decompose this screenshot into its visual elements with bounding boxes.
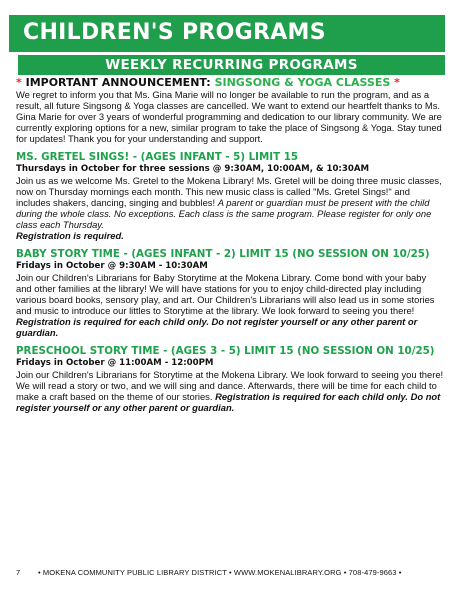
page-title: CHILDREN'S PROGRAMS bbox=[23, 20, 326, 45]
footer-contact-line: • MOKENA COMMUNITY PUBLIC LIBRARY DISTRICT • WWW.MOKENALIBRARY.ORG • 708-479-9663 • bbox=[38, 568, 402, 577]
program-description bbox=[16, 272, 444, 338]
program-preschool-story-time bbox=[16, 345, 444, 413]
announcement-star-left: * bbox=[16, 76, 22, 89]
program-note: A parent or guardian must be present with the child during the whole class. No exceptions. Each class is the same program. Please register for only one class each Thursday. bbox=[16, 197, 432, 230]
program-baby-story-time bbox=[16, 248, 444, 338]
program-schedule: Fridays in October @ 9:30AM - 10:30AM bbox=[16, 261, 208, 271]
program-body: Join our Children's Librarians for Storytime at the Mokena Library. We look forward to seeing you there! We will read a story or two, and we will sing and dance. Afterwards, there will be time for each child to make a craft based on the theme of our stories. bbox=[16, 369, 444, 402]
program-body: Join our Children's Librarians for Baby Storytime at the Mokena Library. Come bond with your baby and other families at the library! We will have stations for you to enjoy child-directed play including various board books, sensory play, and art. Our Children's Librarians will also lead us in some stories and music to introduce our littles to Storytime at the library. We look forward to seeing you there! bbox=[16, 272, 435, 316]
program-schedule: Thursdays in October for three sessions @ 9:30AM, 10:00AM, & 10:30AM bbox=[16, 164, 370, 174]
program-title: MS. GRETEL SINGS! - (AGES INFANT - 5) LIMIT 15 bbox=[16, 151, 299, 163]
announcement-label: IMPORTANT ANNOUNCEMENT: bbox=[25, 76, 211, 89]
program-body: Join us as we welcome Ms. Gretel to the Mokena Library! Ms. Gretel will be doing three music classes, now on Thursday mornings each month. This new music class is called "Ms. Gretel Sings!" and includes shakers, dancing, singing and bubbles! bbox=[16, 175, 442, 208]
program-description bbox=[16, 369, 444, 413]
announcement-highlight: SINGSONG & YOGA CLASSES bbox=[214, 76, 391, 89]
program-title: BABY STORY TIME - (AGES INFANT - 2) LIMIT 15 (NO SESSION ON 10/25) bbox=[16, 248, 430, 260]
program-description bbox=[16, 175, 444, 241]
registration-note: Registration is required for each child only. Do not register yourself or any other parent or guardian. bbox=[16, 316, 418, 338]
section-banner bbox=[18, 55, 445, 75]
announcement-heading bbox=[16, 76, 444, 89]
registration-note: Registration is required for each child only. Do not register yourself or any other parent or guardian. bbox=[16, 391, 441, 413]
page-content bbox=[16, 76, 444, 413]
announcement-body: We regret to inform you that Ms. Gina Marie will no longer be available to run the program, and as a result, all future Singsong & Yoga classes are cancelled. We want to extend our heartfelt thanks to Ms. Gina Marie for over 3 years of wonderful programming and dedication to our library community. We are currently exploring options for a new, similar program to take the place of Singsong & Yoga. Stay tuned for updates! Thank you for your understanding and support. bbox=[16, 89, 442, 144]
announcement-star-right: * bbox=[394, 76, 400, 89]
program-gretel bbox=[16, 151, 444, 241]
announcement-block bbox=[16, 76, 444, 144]
page-title-banner bbox=[9, 15, 445, 52]
section-title: WEEKLY RECURRING PROGRAMS bbox=[105, 57, 358, 73]
program-title: PRESCHOOL STORY TIME - (AGES 3 - 5) LIMIT 15 (NO SESSION ON 10/25) bbox=[16, 345, 435, 357]
registration-note: Registration is required. bbox=[16, 230, 124, 241]
page-number: 7 bbox=[16, 568, 21, 577]
program-schedule: Fridays in October @ 11:00AM - 12:00PM bbox=[16, 358, 214, 368]
